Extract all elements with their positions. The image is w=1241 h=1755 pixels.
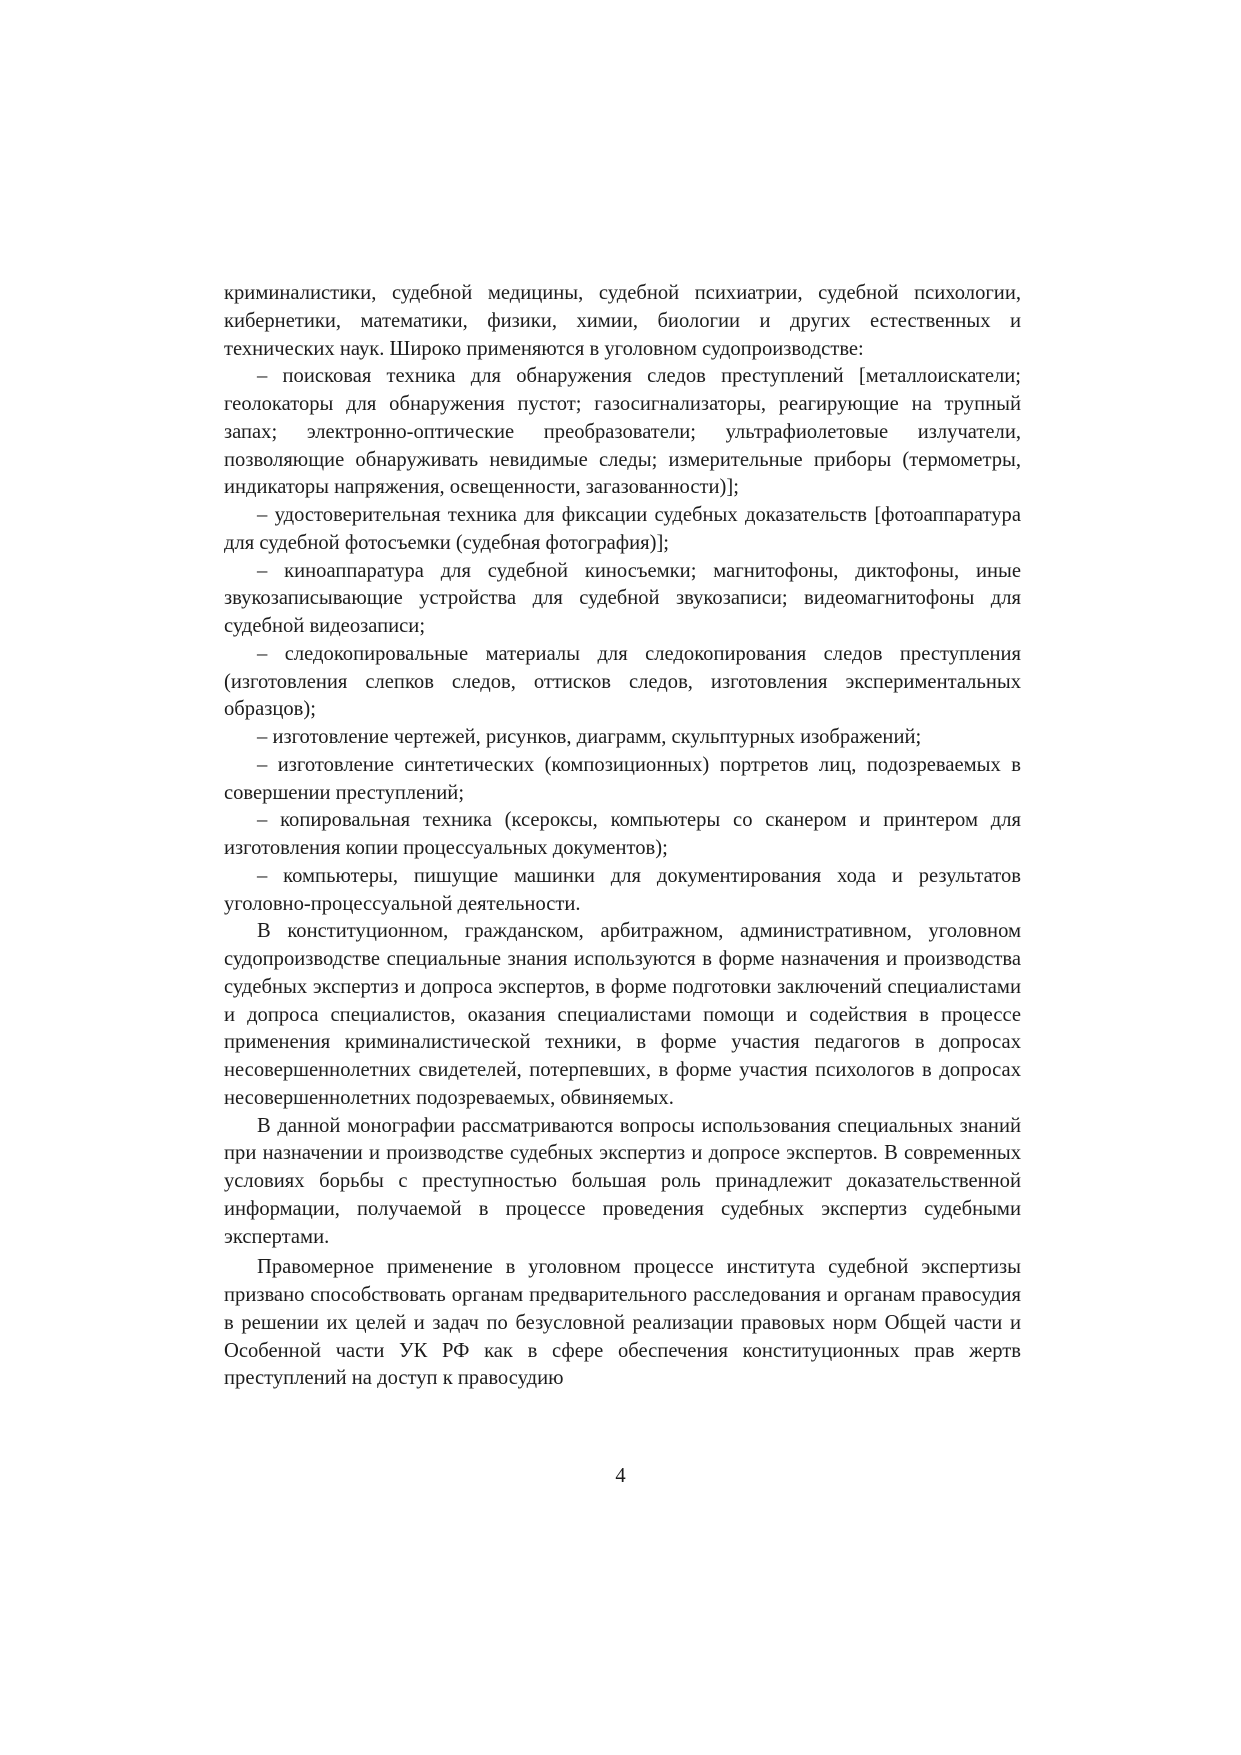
list-item-drawings: – изготовление чертежей, рисунков, диаграмм, скульптурных изображений;: [257, 726, 922, 748]
list-item-composite-portraits: – изготовление синтетических (композиционных) портретов лиц, подозреваемых в совершении преступлений;: [224, 753, 1021, 804]
list-item-computers: – компьютеры, пишущие машинки для документирования хода и результатов уголовно-процессуальной деятельности.: [224, 864, 1021, 915]
paragraph-forensic-expertise: Правомерное применение в уголовном процессе института судебной экспертизы призвано способствовать органам предварительного расследования и органам правосудия в решении их целей и задач по безусловной реализации правовых норм Общей части и Особенной части УК РФ как в сфере обеспечения конституционных прав жертв преступлений на доступ к правосудию: [224, 1256, 1021, 1390]
list-item-copying-equipment: – копировальная техника (ксероксы, компьютеры со сканером и принтером для изготовления копии процессуальных документов);: [224, 809, 1021, 859]
paragraph-monograph: В данной монографии рассматриваются вопросы использования специальных знаний при назначении и производстве судебных экспертиз и допросе экспертов. В современных условиях борьбы с преступностью большая роль принадлежит доказательственной информации, получаемой в процессе проведения судебных экспертиз судебными экспертами.: [224, 1114, 1021, 1248]
paragraph-1: криминалистики, судебной медицины, судебной психиатрии, судебной психологии, кибернетики, математики, физики, химии, биологии и других естественных и технических наук. Широко применяются в уголовном судопроизводстве:: [224, 282, 1021, 360]
list-item-certification-equipment: – удостоверительная техника для фиксации судебных доказательств [фотоаппаратура для судебной фотосъемки (судебная фотография)];: [224, 504, 1021, 554]
list-item-film-equipment: – киноаппаратура для судебной киносъемки; магнитофоны, диктофоны, иные звукозаписывающие устройства для судебной звукозаписи; видеомагнитофоны для судебной видеозаписи;: [224, 559, 1021, 637]
page-body: [224, 280, 1021, 1393]
page-number: 4: [615, 1465, 626, 1487]
list-item-trace-copying-materials: – следокопировальные материалы для следокопирования следов преступления (изготовления слепков следов, оттисков следов, изготовления экспериментальных образцов);: [224, 642, 1021, 721]
paragraph-special-knowledge: В конституционном, гражданском, арбитражном, административном, уголовном судопроизводстве специальные знания используются в форме назначения и производства судебных экспертиз и допроса экспертов, в форме подготовки заключений специалистами и допроса специалистов, оказания специалистами помощи и содействия в процессе применения криминалистической техники, в форме участия педагогов в допросах несовершеннолетних свидетелей, потерпевших, в форме участия психологов в допросах несовершеннолетних подозреваемых, обвиняемых.: [224, 920, 1021, 1109]
list-item-search-equipment: – поисковая техника для обнаружения следов преступлений [металлоискатели; геолокаторы для обнаружения пустот; газосигнализаторы, реагирующие на трупный запах; электронно-оптические преобразователи; ультрафиолетовые излучатели, позволяющие обнаруживать невидимые следы; измерительные приборы (термометры, индикаторы напряжения, освещенности, загазованности)];: [224, 365, 1021, 499]
